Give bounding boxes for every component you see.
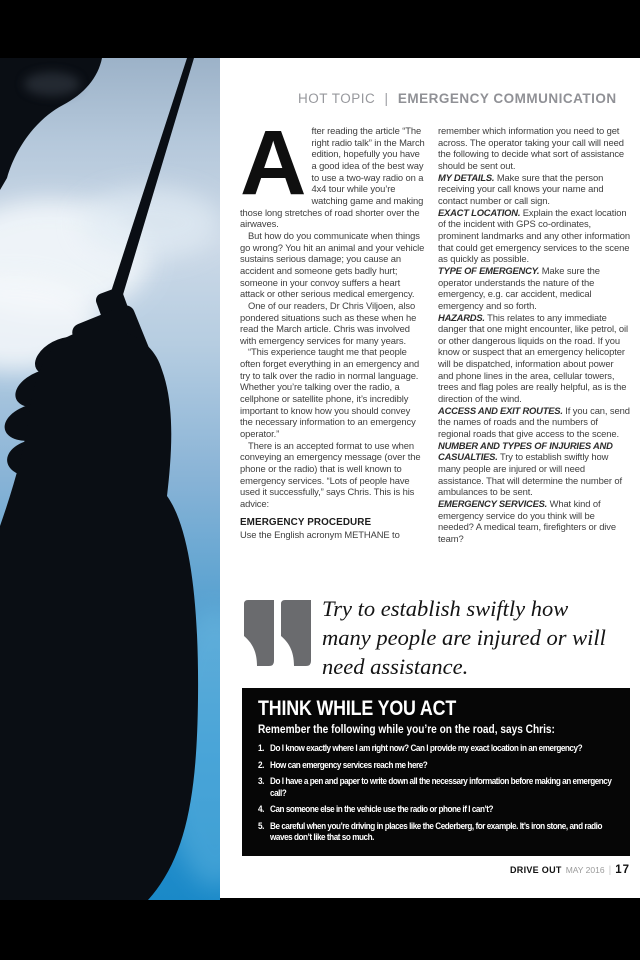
entry-head: TYPE OF EMERGENCY. [438,264,540,276]
cap-highlight [24,72,80,96]
entry-head: ACCESS AND EXIT ROUTES. [438,404,563,416]
entry-emergency-services [438,498,630,545]
footer-divider: | [608,865,612,876]
page-number: 17 [615,864,630,876]
entry-text: Explain the exact location of the incident with GPS co-ordinates, prominent landmarks and any other information that could get emergency services to the scene as quickly as possible. [438,206,630,265]
entry-head: HAZARDS. [438,311,485,323]
magazine-name: DRIVE OUT [509,865,562,875]
item-number: 1. [258,743,264,754]
entry-text: What kind of emergency service do you think will be needed? A medical team, firefighters or dive team? [438,498,616,544]
article-columns [240,112,630,545]
box-subtitle: Remember the following while you’re on the road, says Chris: [258,724,555,736]
item-text: Be careful when you’re driving in places like the Cederberg, for example. It’s iron stone, and radio waves don’t like that so much. [270,820,602,843]
article-column-right [438,125,630,545]
entry-my-details [438,172,630,207]
entry-head: MY DETAILS. [438,171,495,183]
pull-quote-text: Try to establish swiftly how many people are injured or will need assistance. [322,596,606,679]
drop-cap: A [240,112,305,214]
think-while-you-act-box [242,688,630,856]
item-number: 2. [258,759,264,771]
list-item [258,804,617,816]
entry-text: This relates to any immediate danger that one might encounter, like petrol, oil or other dangerous liquids on the road. If you know or suspect that an emergency helicopter will be dispatched, information about power and phone lines in the area, cellular towers, trees and flag poles are really helpful, as is the direction of the wind. [438,311,629,405]
entry-exact-location [438,207,630,265]
list-item [258,821,617,844]
header-divider: | [384,91,389,106]
entry-head: EXACT LOCATION. [438,206,521,218]
entry-text: Make sure that the person receiving your call knows your name and contact number or call sign. [438,171,604,206]
item-text: How can emergency services reach me here? [270,759,428,771]
item-text: Do I know exactly where I am right now? Can I provide my exact location in an emergency? [270,743,583,754]
page-footer [510,864,630,876]
section-header [298,91,617,106]
radio-silhouette-illustration [0,58,220,900]
lead-text: fter reading the article “The right radio talk” in the March edition, hopefully you have a good idea of the best way to use a two-way radio on a 4x4 tour while you’re watching game and making those long stretches of road shorter over the airwaves. [240,125,425,230]
item-text: Do I have a pen and paper to write down all the necessary information before making an emergency call? [270,776,612,799]
issue-date: MAY 2016 [565,865,605,875]
article-column-left [240,112,425,545]
item-number: 5. [258,820,264,832]
paragraph: Use the English acronym METHANE to [240,528,400,540]
bottom-letterbox-bar [0,898,640,960]
entry-text: If you can, send the names of roads and the numbers of regional roads that give access to the scene. [438,404,630,440]
section-kicker: HOT TOPIC [298,91,376,106]
quote-marks-icon [242,600,314,668]
top-letterbox-bar [0,0,640,58]
entry-head: EMERGENCY SERVICES. [438,498,548,509]
paragraph: One of our readers, Dr Chris Viljoen, also pondered situations such as these when he read the March article. Chris was involved with emergency services for many years. [240,299,417,346]
radio-hand-photo [0,58,220,900]
entry-injuries-casualties [438,440,630,498]
article-content [240,58,630,900]
subhead-emergency-procedure: EMERGENCY PROCEDURE [240,516,372,528]
list-item [258,776,617,799]
item-number: 4. [258,804,264,815]
hand-arm-silhouette [0,329,198,900]
lead-paragraph [240,112,425,230]
item-number: 3. [258,776,264,787]
entry-access-exit-routes [438,405,630,440]
item-text: Can someone else in the vehicle use the radio or phone if I can’t? [270,804,494,815]
paragraph: “This experience taught me that people often forget everything in an emergency and try to talk over the radio in normal language. Whether you’re talking over the radio, a cellphone or satellite phone, it’s incredibly important to know how you should convey the necessary information to an emergency operator.” [240,346,420,440]
entry-text: Try to establish swiftly how many people are injured or will need assistance. That will determine the number of ambulances to be sent. [438,451,622,498]
section-title: EMERGENCY COMMUNICATION [397,91,617,106]
paragraph: There is an accepted format to use when conveying an emergency message (over the phone or the radio) that is well known to emergency services. “Lots of people have used it successfully,” says Chris. This is his advice: [240,439,421,509]
paragraph: remember which information you need to get across. The operator taking your call will need the following to decide what sort of assistance should be sent out. [438,125,625,171]
entry-head: NUMBER AND TYPES OF INJURIES AND CASUALTIES. [438,439,613,463]
paragraph: But how do you communicate when things go wrong? You hit an animal and your vehicle sustains serious damage; you cause an accident and someone gets badly hurt; someone in your convoy suffers a heart attack or other serious medical emergency. [240,229,425,300]
entry-type-of-emergency [438,265,630,312]
box-title: THINK WHILE YOU ACT [258,697,457,720]
entry-hazards [438,312,630,405]
list-item [258,760,617,772]
list-item [258,743,617,755]
box-checklist [258,743,617,844]
pull-quote [242,594,630,681]
entry-text: Make sure the operator understands the nature of the emergency, e.g. car accident, medical emergency and so forth. [438,264,600,311]
